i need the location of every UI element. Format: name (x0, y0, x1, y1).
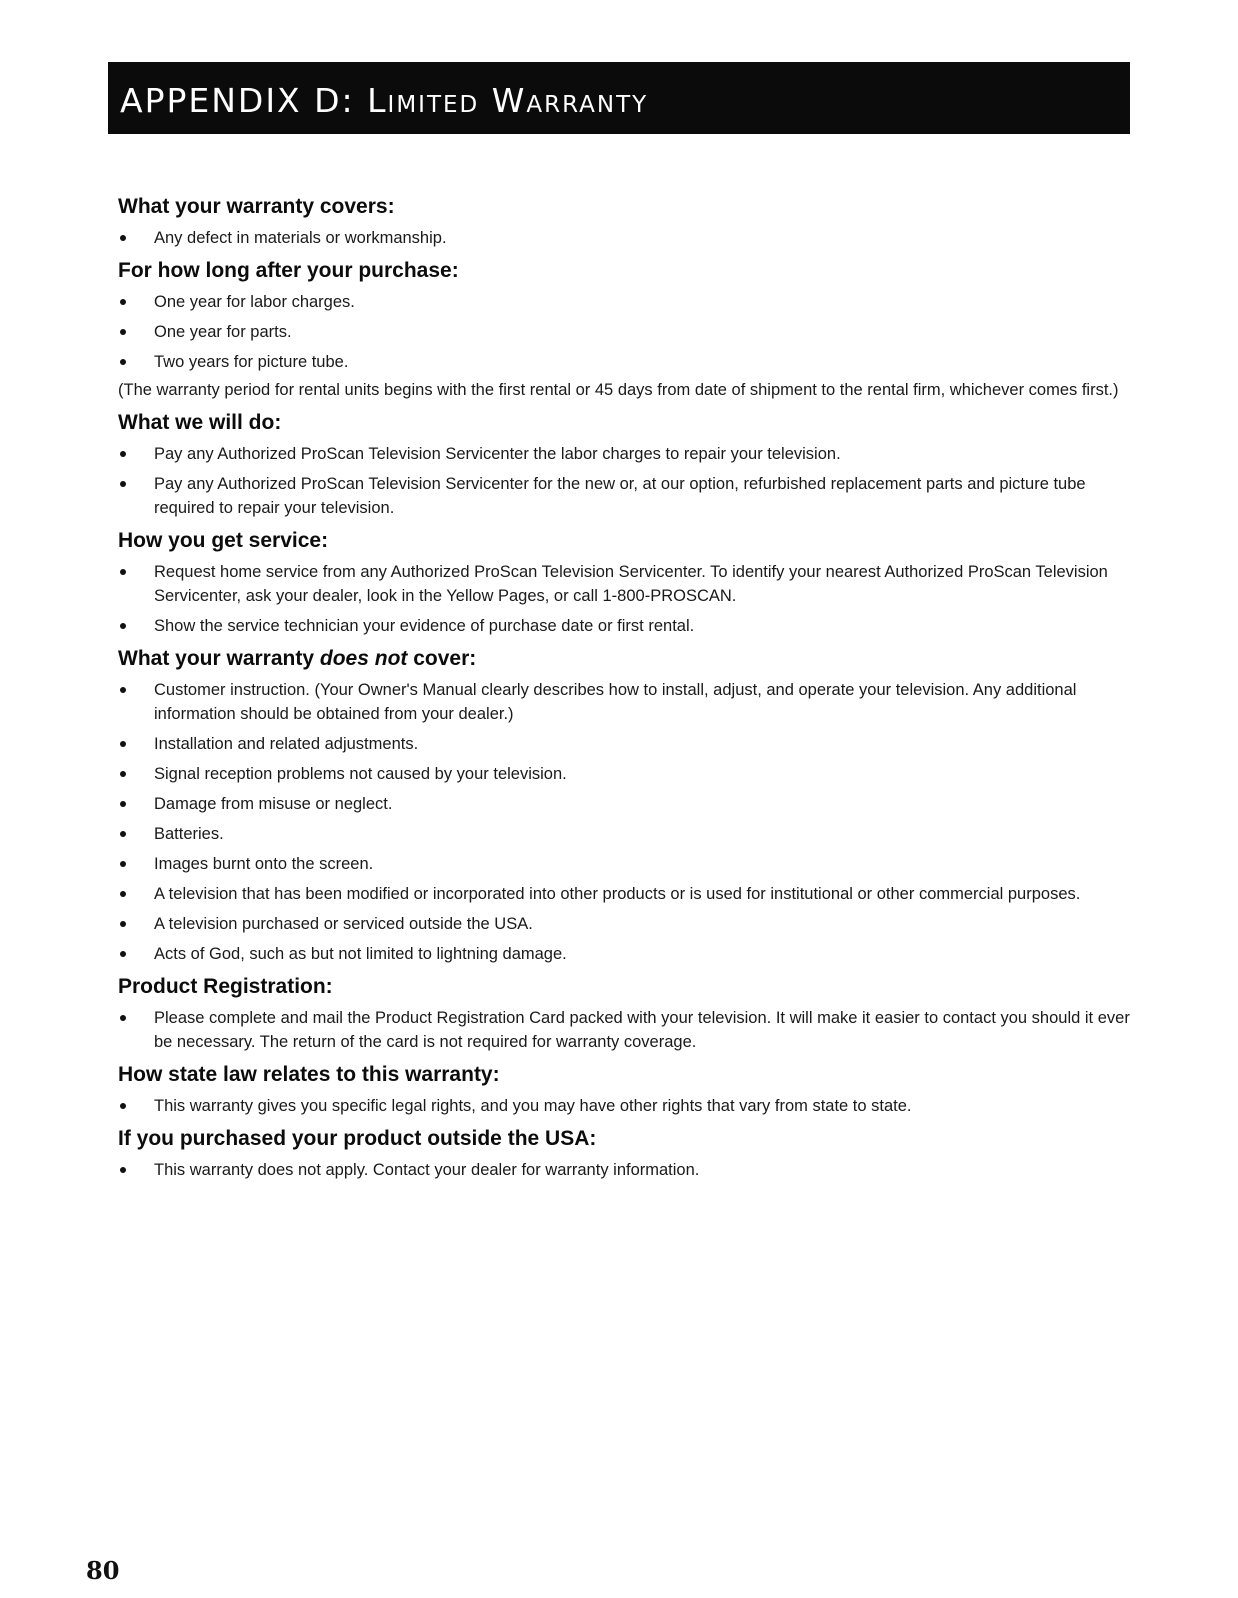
bullet-icon (120, 951, 126, 957)
bullet-icon (120, 329, 126, 335)
bullet-icon (120, 1015, 126, 1021)
list-item: Signal reception problems not caused by your television. (118, 762, 1148, 786)
section-how-long (118, 258, 1148, 402)
section-heading: How you get service: (118, 529, 329, 552)
bullet-icon (120, 771, 126, 777)
section-get-service (118, 528, 1148, 638)
list-item: Two years for picture tube. (118, 350, 1148, 374)
bullet-icon (120, 359, 126, 365)
bullet-icon (120, 569, 126, 575)
bullet-list (118, 442, 1148, 520)
section-outside-usa (118, 1126, 1148, 1182)
section-heading: What we will do: (118, 411, 282, 434)
section-heading: What your warranty does not cover: (118, 647, 477, 670)
warranty-content (118, 194, 1148, 1190)
list-item: Any defect in materials or workmanship. (118, 226, 1148, 250)
list-item: Please complete and mail the Product Registration Card packed with your television. It will make it easier to contact you should it ever be necessary. The return of the card is not required for warranty coverage. (118, 1006, 1148, 1054)
page-title: APPENDIX D: Limited Warranty (120, 80, 649, 120)
list-item: Damage from misuse or neglect. (118, 792, 1148, 816)
bullet-list (118, 560, 1148, 638)
list-item: This warranty does not apply. Contact your dealer for warranty information. (118, 1158, 1148, 1182)
bullet-list (118, 290, 1148, 374)
bullet-icon (120, 891, 126, 897)
rental-note: (The warranty period for rental units begins with the first rental or 45 days from date of shipment to the rental firm, whichever comes first.) (118, 381, 1119, 399)
emphasis-text: does not (319, 647, 408, 670)
bullet-icon (120, 741, 126, 747)
list-item: Images burnt onto the screen. (118, 852, 1148, 876)
page-number: 80 (86, 1556, 120, 1585)
bullet-icon (120, 1167, 126, 1173)
list-item: Batteries. (118, 822, 1148, 846)
bullet-icon (120, 861, 126, 867)
list-item: Show the service technician your evidence of purchase date or first rental. (118, 614, 1148, 638)
section-not-cover (118, 646, 1148, 966)
list-item: One year for parts. (118, 320, 1148, 344)
section-registration (118, 974, 1148, 1054)
section-heading: Product Registration: (118, 975, 333, 998)
section-will-do (118, 410, 1148, 520)
bullet-list (118, 1158, 1148, 1182)
list-item: Acts of God, such as but not limited to lightning damage. (118, 942, 1148, 966)
list-item: Request home service from any Authorized ProScan Television Servicenter. To identify your nearest Authorized ProScan Television Servicenter, ask your dealer, look in the Yellow Pages, or call 1-800-PROSCAN. (118, 560, 1148, 608)
section-state-law (118, 1062, 1148, 1118)
list-item: Pay any Authorized ProScan Television Servicenter the labor charges to repair your television. (118, 442, 1148, 466)
bullet-list (118, 1006, 1148, 1054)
bullet-icon (120, 623, 126, 629)
list-item: A television that has been modified or incorporated into other products or is used for institutional or other commercial purposes. (118, 882, 1148, 906)
bullet-icon (120, 921, 126, 927)
list-item: Customer instruction. (Your Owner's Manual clearly describes how to install, adjust, and operate your television. Any additional information should be obtained from your dealer.) (118, 678, 1148, 726)
section-heading: How state law relates to this warranty: (118, 1063, 500, 1086)
bullet-icon (120, 299, 126, 305)
bullet-icon (120, 831, 126, 837)
list-item: One year for labor charges. (118, 290, 1148, 314)
appendix-title-banner (108, 62, 1130, 134)
bullet-list (118, 678, 1148, 966)
section-covers (118, 194, 1148, 250)
list-item: A television purchased or serviced outside the USA. (118, 912, 1148, 936)
bullet-icon (120, 1103, 126, 1109)
bullet-icon (120, 451, 126, 457)
bullet-list (118, 1094, 1148, 1118)
section-heading: For how long after your purchase: (118, 259, 459, 282)
bullet-icon (120, 235, 126, 241)
bullet-list (118, 226, 1148, 250)
bullet-icon (120, 687, 126, 693)
bullet-icon (120, 481, 126, 487)
bullet-icon (120, 801, 126, 807)
section-heading: If you purchased your product outside the USA: (118, 1127, 597, 1150)
list-item: Installation and related adjustments. (118, 732, 1148, 756)
list-item: This warranty gives you specific legal rights, and you may have other rights that vary from state to state. (118, 1094, 1148, 1118)
section-heading: What your warranty covers: (118, 195, 395, 218)
list-item: Pay any Authorized ProScan Television Servicenter for the new or, at our option, refurbished replacement parts and picture tube required to repair your television. (118, 472, 1148, 520)
